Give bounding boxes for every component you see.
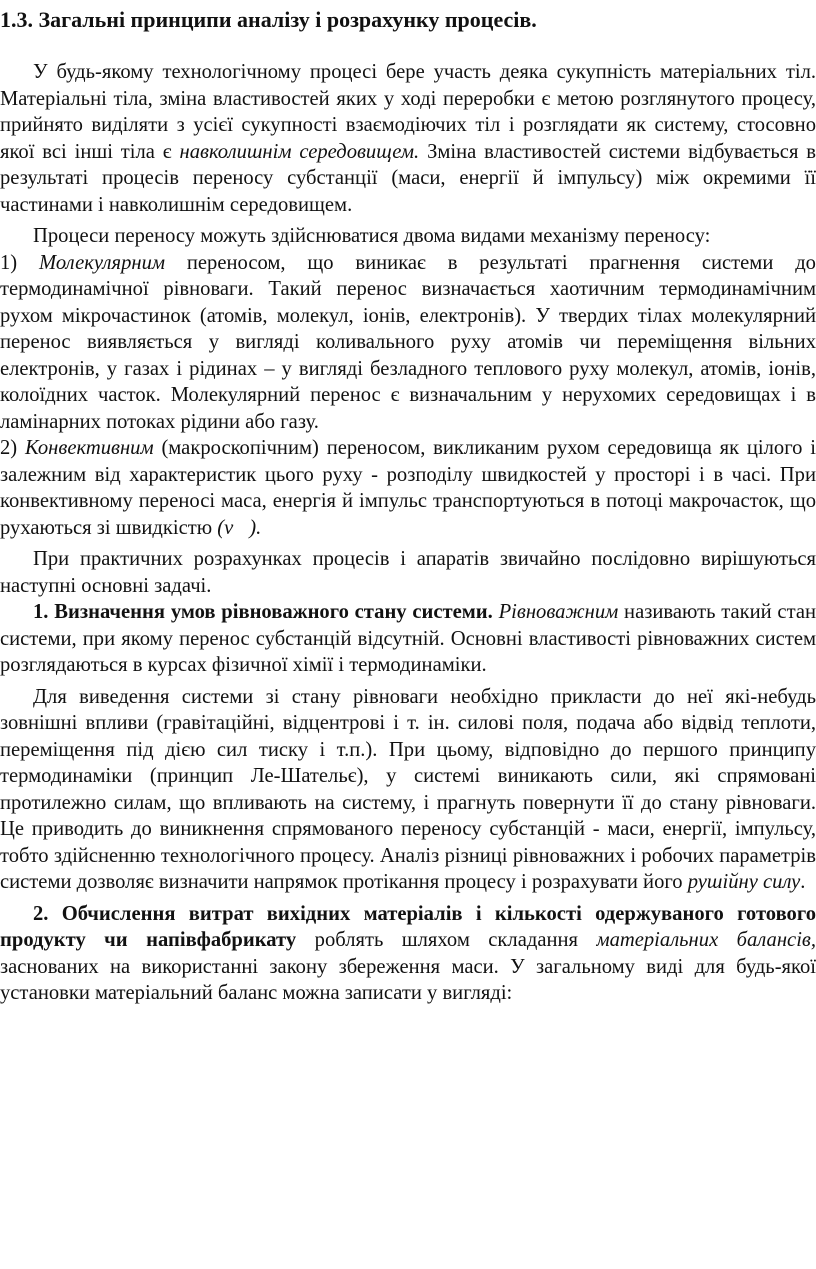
intro-text-a: У будь-якому технологічному процесі бере участь деяка сукупність матеріальних тіл. Матеріальні тіла, зміна властивостей яких у ході переробки є метою розглянутого процесу, прийнято виділяти з усієї сукупності взаємодіючих тіл і розглядати як систему, стосовно якої всі інші тіла є: [0, 61, 816, 163]
equilibrium-text: Для виведення системи зі стану рівноваги необхідно прикласти до неї які-небудь зовнішні впливи (гравітаційні, відцентрові і т. ін. силові поля, подача або відвід теплоти, переміщення під дією сил тиску і т.п.). При цьому, відповідно до першого принципу термодинаміки (принцип Ле-Шательє), у системі виникають сили, які спрямовані протилежно силам, що впливають на систему, і прагнуть повернути її до стану рівноваги. Це приводить до виникнення спрямованого переносу субстанцій - маси, енергії, імпульсу, тобто здійсненню технологічного процесу. Аналіз різниці рівноважних і робочих параметрів системи дозволяє визначити напрямок протікання процесу і розрахувати його: [0, 685, 816, 893]
equilibrium-end: .: [800, 871, 806, 893]
task1-text: називають такий стан системи, при якому перенос субстанцій відсутній. Основні властивості рівноважних систем розглядаються в курсах фізичної хімії і термодинаміки.: [0, 601, 816, 676]
molecular-emphasis: Молекулярним: [39, 251, 166, 274]
equilibrium-paragraph: [0, 684, 816, 896]
equilibrium-emphasis: рушійну силу: [687, 871, 801, 893]
molecular-transfer-paragraph: [0, 250, 816, 436]
task1-paragraph: [0, 599, 816, 679]
section-heading: 1.3. Загальні принципи аналізу і розрахунку процесів.: [0, 7, 537, 32]
task2-heading: 2. Обчислення витрат вихідних матеріалів і кількості одержуваного готового продукту чи напівфабрикату: [0, 902, 816, 951]
task2-emphasis: матеріальних балансів,: [596, 929, 816, 951]
transfer-intro-paragraph: Процеси переносу можуть здійснюватися двома видами механізму переносу:: [33, 225, 711, 247]
task2-text-b: заснованих на використанні закону збереження маси. У загальному виді для будь-якої установки матеріальний баланс можна записати у вигляді:: [0, 955, 816, 1004]
molecular-number: 1): [0, 251, 18, 274]
task2-text-a: роблять шляхом складання: [314, 929, 578, 951]
convective-emphasis: Конвективним: [24, 437, 154, 459]
intro-paragraph: [0, 59, 816, 218]
convective-number: 2): [0, 437, 18, 459]
task1-emphasis: Рівноважним: [498, 601, 619, 623]
tasks-intro-paragraph: При практичних розрахунках процесів і апаратів звичайно послідовно вирішуються наступні основні задачі.: [0, 548, 816, 597]
convective-text: (макроскопічним) переносом, викликаним рухом середовища як цілого і залежним від характеристик цього руху - розподілу швидкостей у просторі і в часі. При конвективному переносі маса, енергія й імпульс транспортуються в потоці макрочасток, що рухаються зі швидкістю: [0, 437, 816, 539]
task2-paragraph: [0, 901, 816, 1007]
velocity-formula: (v⃗).: [217, 516, 262, 539]
task1-heading: 1. Визначення умов рівноважного стану системи.: [33, 601, 493, 623]
convective-transfer-paragraph: [0, 435, 816, 541]
intro-text-b: Зміна властивостей системи відбувається в результаті процесів переносу субстанції (маси, енергії й імпульсу) між окремими її частинами і навколишнім середовищем.: [0, 140, 816, 216]
document-body: [0, 59, 816, 1007]
intro-emphasis: навколишнім середовищем.: [179, 140, 420, 163]
molecular-text: переносом, що виникає в результаті прагнення системи до термодинамічної рівноваги. Такий перенос визначається хаотичним термодинамічним рухом мікрочастинок (атомів, молекул, іонів, електронів). У твердих тілах молекулярний перенос виявляється у вигляді коливального руху атомів чи переміщення вільних електронів, у газах і рідинах – у вигляді безладного теплового руху молекул, атомів, іонів, колоїдних часток. Молекулярний перенос є визначальним у нерухомих середовищах і в ламінарних потоках рідини або газу.: [0, 251, 816, 433]
